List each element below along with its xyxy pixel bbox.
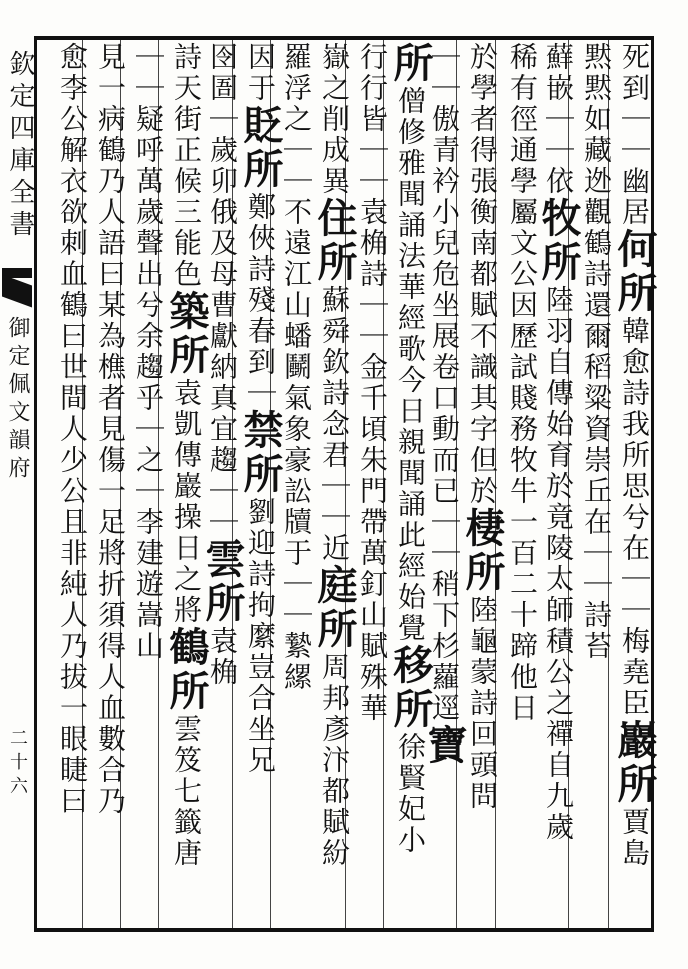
entry-text: 於學者得張衡南都賦不識其字但於 <box>466 42 499 507</box>
bottom-border <box>34 928 654 932</box>
entry-text: 賈島 <box>618 807 651 869</box>
entry-text: 見一病鶴乃人語曰某為樵者見傷一足將折須得人血數合乃 <box>94 42 127 817</box>
entry-text: 行行皆｜｜袁桷詩｜｜金千頃朱門帶萬釘 <box>356 42 389 600</box>
headword: 禁所 <box>237 409 284 497</box>
entry-text: 陸龜蒙詩回頭問 <box>466 595 499 812</box>
entry-text: 鄭俠詩殘春到｜ <box>244 192 277 409</box>
entry-text: 愈李公解衣欲刺血鶴曰世間人少公且非純人乃拔一眼睫曰 <box>56 42 89 817</box>
text-column <box>90 42 130 926</box>
entry-text: 袁桷 <box>206 626 239 688</box>
text-column <box>576 42 616 926</box>
entry-text: 稀有徑通 <box>506 42 539 166</box>
entry-text: 雲笈七籤唐 <box>170 714 203 869</box>
entry-text: 死到｜｜幽居 <box>618 42 651 228</box>
headword: 移所 <box>387 644 434 732</box>
headword: 貶所 <box>237 104 284 192</box>
text-column <box>611 42 658 926</box>
fishtail-block <box>2 275 32 308</box>
headword: 巖所 <box>611 719 658 807</box>
entry-text: 詩苔 <box>580 600 613 662</box>
entry-text: 曹獻納真宜趨｜｜ <box>206 290 239 538</box>
text-column <box>502 42 542 926</box>
top-border <box>34 36 654 40</box>
text-column <box>163 42 210 926</box>
book-title: 欽定四庫全書 <box>5 50 35 242</box>
text-column <box>459 42 506 926</box>
entry-text: 僧修雅聞誦法華經歌今日親聞誦此經始覺 <box>394 86 427 644</box>
entry-text: 羅浮之｜｜不遠江山蟠鬭氣象豪 <box>280 42 313 476</box>
text-column <box>311 42 358 926</box>
headword: 何所 <box>611 228 658 316</box>
entry-text: 蘇舜欽詩念君｜｜近 <box>318 285 351 564</box>
entry-text: 兄 <box>244 745 277 776</box>
text-column <box>535 42 582 926</box>
headword: 住所 <box>311 197 358 285</box>
entry-text: 學屬文公因歷試賤務牧牛一百二十蹄他日 <box>506 166 539 724</box>
headword: 棲所 <box>459 507 506 595</box>
headword: 築所 <box>163 290 210 378</box>
entry-text: 黙黙如藏迯 <box>580 42 613 197</box>
text-column <box>52 42 92 926</box>
headword: 寶 <box>421 724 468 768</box>
headword: 鶴所 <box>163 626 210 714</box>
headword: 雲所 <box>199 538 246 626</box>
volume-title: 御定佩文韻府 <box>5 316 30 484</box>
headword: 庭所 <box>311 564 358 652</box>
entry-text: 嶽之削成異 <box>318 42 351 197</box>
entry-text: 觀鶴詩還爾稻粱資崇丘在｜｜ <box>580 197 613 600</box>
page-number: 二十六 <box>7 728 28 800</box>
entry-text: 周邦彥汴都賦紛 <box>318 652 351 869</box>
text-column <box>199 42 246 926</box>
headword: 所 <box>387 42 434 86</box>
entry-text: 陸羽自傳始育於竟陵太師積公之禪自九歲 <box>542 285 575 843</box>
entry-text: 徐賢妃小 <box>394 732 427 856</box>
headword: 牧所 <box>535 197 582 285</box>
entry-text: 因于 <box>244 42 277 104</box>
entry-text: 囹圄 <box>206 42 239 104</box>
entry-text: 出兮余趨乎｜之｜ <box>132 259 165 507</box>
entry-text: 詩天街正候三能色 <box>170 42 203 290</box>
text-column <box>352 42 392 926</box>
text-column <box>421 42 468 926</box>
entry-text: ｜｜稍下杉蘿逕 <box>428 507 461 724</box>
entry-text: 訟牘于｜｜縶縲 <box>280 476 313 693</box>
text-column <box>237 42 284 926</box>
entry-text: 李建遊嵩山 <box>132 507 165 662</box>
entry-text: ｜｜傲青衿小兒危坐展卷口動而已 <box>428 42 461 507</box>
text-column <box>128 42 168 926</box>
entry-text: 韓愈詩我所思兮在｜｜梅堯臣 <box>618 316 651 719</box>
entry-text: 蘚嵌｜｜依 <box>542 42 575 197</box>
entry-text: ｜歲卯俄及母 <box>206 104 239 290</box>
entry-text: ｜｜疑呼萬歲聲 <box>132 42 165 259</box>
text-column <box>387 42 434 926</box>
entry-text: 山賦殊華 <box>356 600 389 724</box>
entry-text: 袁凱傳巖操日之將 <box>170 378 203 626</box>
entry-text: 劉迎詩拘縻豈合坐 <box>244 497 277 745</box>
